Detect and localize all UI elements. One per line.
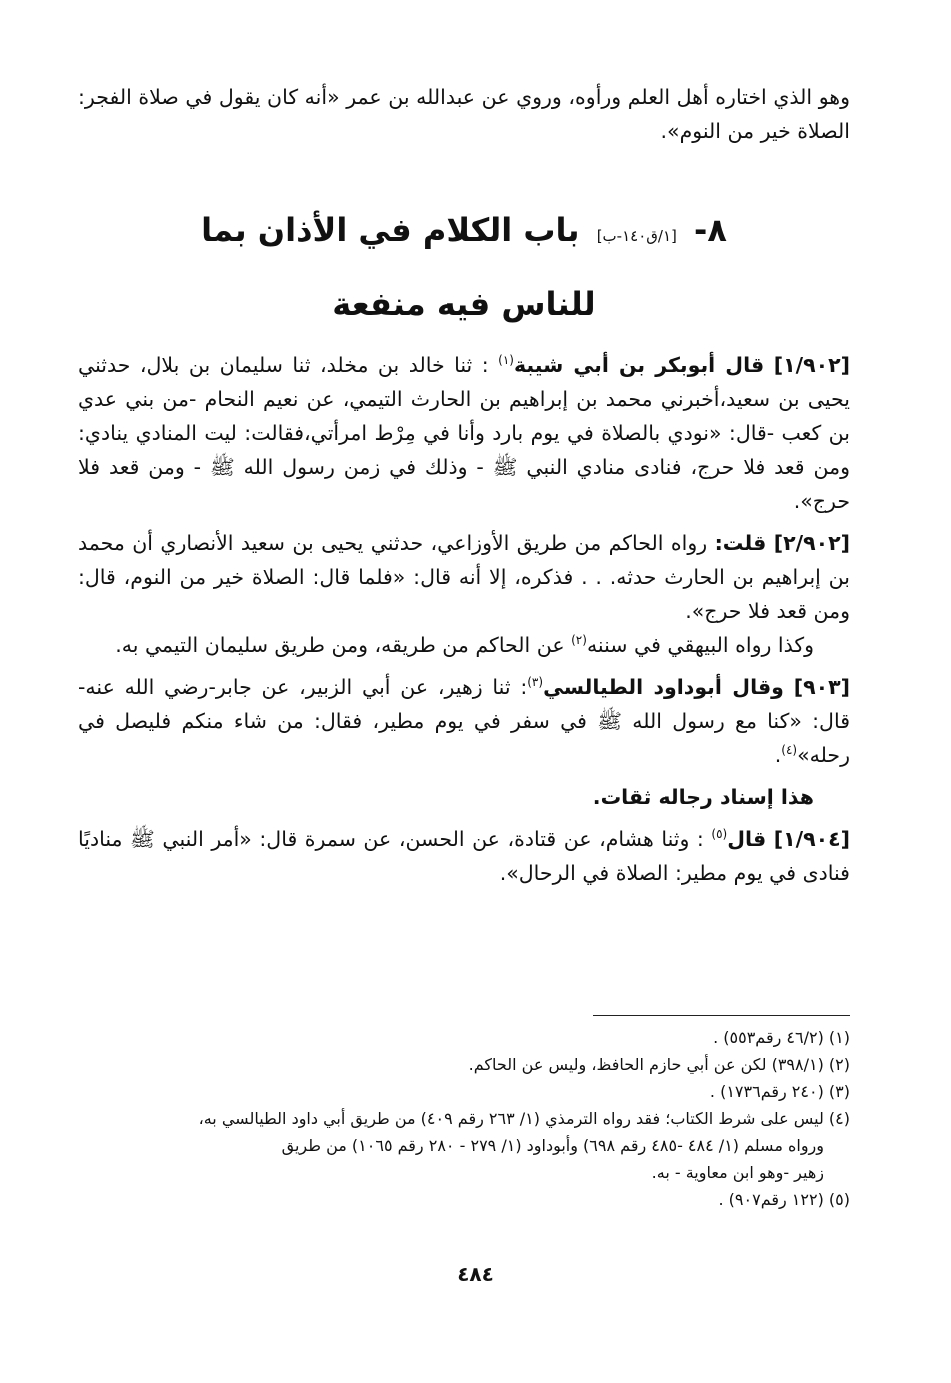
footnote-4: (٤) ليس على شرط الكتاب؛ فقد رواه الترمذي (١/ ٢٦٣ رقم ٤٠٩) من طريق أبي داود الطيالسي به، [198,1109,850,1128]
footnote-ref: (١) [498,353,514,368]
isnad-verdict: هذا إسناد رجاله ثقات. [592,785,814,809]
entry-text: رواه الحاكم من طريق الأوزاعي، حدثني يحيى بن سعيد الأنصاري أن محمد بن إبراهيم بن الحارث حدثه. . . فذكره، إلا أنه قال: «فلما قال: الصلاة خير من النوم، قال: ومن قعد فلا حرج». [78,531,850,623]
entry-number: [١/٩٠٤] [773,827,850,851]
hadith-entry-904-1 [78,822,850,890]
footnote-ref: (٣) [527,675,544,690]
chapter-title-line-1 [78,208,850,256]
hadith-entry-902-1 [78,348,850,518]
entry-text: : وثنا هشام، عن قتادة، عن الحسن، عن سمرة قال: «أمر النبي ﷺ مناديًا فنادى في يوم مطير: الصلاة في الرحال». [78,827,850,885]
footnote-2: (٢) (٣٩٨/١) لكن عن أبي حازم الحافظ، وليس عن الحاكم. [468,1055,850,1074]
footnote-4-continued-2: زهير -وهو ابن معاوية - به. [651,1163,824,1182]
chapter-title-text-1: باب الكلام في الأذان بما [201,211,580,249]
entry-number: [٢/٩٠٢] [773,531,850,555]
entry-pre: وكذا رواه البيهقي في سننه [586,633,814,657]
chapter-heading [78,208,850,340]
entry-text: : ثنا خالد بن مخلد، ثنا سليمان بن بلال، حدثني يحيى بن سعيد،أخبرني محمد بن إبراهيم بن الحارث التيمي، عن نعيم النحام -من بني عدي بن كعب -قال: «نودي بالصلاة في يوم بارد وأنا في مِرْط امرأتي،فقالت: ليت المنادي ينادي: ومن قعد فلا حرج، فنادى منادي النبي ﷺ - وذلك في زمن رسول الله ﷺ - ومن قعد فلا حرج». [78,353,850,513]
page-number: ٤٨٤ [457,1262,494,1286]
footnote-divider [593,1015,850,1016]
book-page [78,80,850,1310]
chapter-manuscript-ref: [١/ق١٤٠-ب] [596,227,677,245]
entry-number: [٩٠٣] [793,675,850,699]
entry-lead: قال [727,827,767,851]
hadith-entry-902-2 [78,526,850,628]
entry-tail: . [774,743,782,767]
footnote-ref: (٢) [571,633,587,648]
chapter-title-line-2: للناس فيه منفعة [332,285,596,323]
footnote-5: (٥) (١٢٢ رقم٩٠٧) . [718,1190,850,1209]
entry-text: عن الحاكم من طريقه، ومن طريق سليمان التيمي به. [115,633,572,657]
entry-text: : ثنا زهير، عن أبي الزبير، عن جابر-رضي الله عنه- قال: «كنا مع رسول الله ﷺ في سفر في يوم مطير، فقال: من شاء منكم فليصل في رحله» [78,675,850,767]
intro-paragraph: وهو الذي اختاره أهل العلم ورأوه، وروي عن عبدالله بن عمر «أنه كان يقول في صلاة الفجر: الصلاة خير من النوم». [78,85,850,143]
footnote-ref-2: (٤) [781,743,798,758]
entry-lead: قال أبوبكر بن أبي شيبة [513,353,765,377]
footnote-ref: (٥) [711,827,728,842]
chapter-number: ٨- [694,211,727,249]
entry-lead: قلت: [714,531,767,555]
hadith-entry-903 [78,670,850,772]
entry-lead: وقال أبوداود الطيالسي [543,675,784,699]
footnote-1: (١) (٤٦/٢ رقم٥٥٣) . [713,1028,850,1047]
entry-number: [١/٩٠٢] [773,353,850,377]
footnote-3: (٣) (٢٤٠ رقم١٧٣٦) . [709,1082,850,1101]
footnotes [78,1024,850,1213]
footnote-4-continued: ورواه مسلم (١/ ٤٨٤ -٤٨٥ رقم ٦٩٨) وأبوداود (١/ ٢٧٩ - ٢٨٠ رقم ١٠٦٥) من طريق [281,1136,824,1155]
bayhaqi-note [78,628,850,662]
